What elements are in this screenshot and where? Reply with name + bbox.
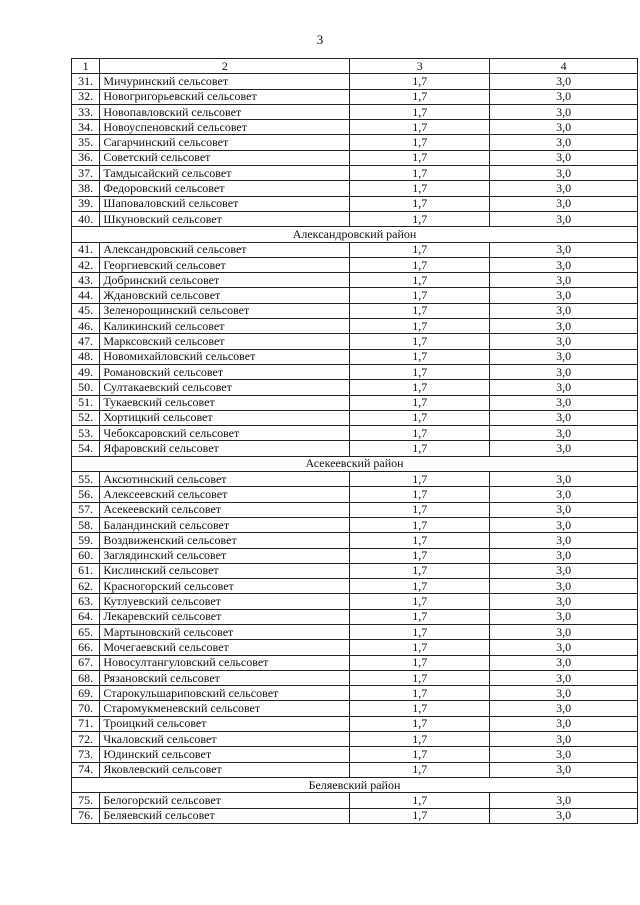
row-value-4: 3,0 (490, 364, 638, 379)
row-number: 46. (72, 319, 100, 334)
row-number: 52. (72, 410, 100, 425)
row-number: 70. (72, 701, 100, 716)
row-name: Сагарчинский сельсовет (100, 135, 350, 150)
table-row (72, 319, 638, 334)
row-value-4: 3,0 (490, 808, 638, 823)
row-number: 31. (72, 74, 100, 89)
row-value-4: 3,0 (490, 135, 638, 150)
row-value-4: 3,0 (490, 196, 638, 211)
row-value-3: 1,7 (350, 701, 490, 716)
row-number: 43. (72, 273, 100, 288)
row-value-4: 3,0 (490, 686, 638, 701)
table-row (72, 257, 638, 272)
row-value-4: 3,0 (490, 502, 638, 517)
table-row (72, 472, 638, 487)
row-value-4: 3,0 (490, 334, 638, 349)
row-value-4: 3,0 (490, 120, 638, 135)
row-name: Лекаревский сельсовет (100, 609, 350, 624)
section-row (72, 227, 638, 242)
row-value-4: 3,0 (490, 426, 638, 441)
row-number: 44. (72, 288, 100, 303)
row-name: Мичуринский сельсовет (100, 74, 350, 89)
row-name: Хортицкий сельсовет (100, 410, 350, 425)
header-cell-3: 3 (350, 59, 490, 74)
row-number: 75. (72, 793, 100, 808)
row-value-3: 1,7 (350, 640, 490, 655)
row-name: Юдинский сельсовет (100, 747, 350, 762)
row-value-4: 3,0 (490, 150, 638, 165)
table-row (72, 732, 638, 747)
table-row (72, 135, 638, 150)
row-value-3: 1,7 (350, 196, 490, 211)
row-value-3: 1,7 (350, 716, 490, 731)
row-name: Троицкий сельсовет (100, 716, 350, 731)
section-row (72, 777, 638, 792)
table-row (72, 594, 638, 609)
table-header-row (72, 59, 638, 74)
row-name: Романовский сельсовет (100, 364, 350, 379)
row-value-3: 1,7 (350, 166, 490, 181)
row-value-4: 3,0 (490, 89, 638, 104)
row-name: Баландинский сельсовет (100, 517, 350, 532)
table-row (72, 120, 638, 135)
table-row (72, 150, 638, 165)
row-number: 69. (72, 686, 100, 701)
row-value-3: 1,7 (350, 426, 490, 441)
row-number: 59. (72, 533, 100, 548)
row-name: Мартыновский сельсовет (100, 624, 350, 639)
row-value-4: 3,0 (490, 242, 638, 257)
row-value-4: 3,0 (490, 472, 638, 487)
row-value-4: 3,0 (490, 762, 638, 777)
table-row (72, 762, 638, 777)
row-number: 45. (72, 303, 100, 318)
row-value-3: 1,7 (350, 74, 490, 89)
row-value-4: 3,0 (490, 104, 638, 119)
row-name: Рязановский сельсовет (100, 670, 350, 685)
row-number: 64. (72, 609, 100, 624)
row-number: 33. (72, 104, 100, 119)
table-row (72, 242, 638, 257)
row-value-3: 1,7 (350, 211, 490, 226)
table-row (72, 487, 638, 502)
row-value-4: 3,0 (490, 793, 638, 808)
row-value-3: 1,7 (350, 686, 490, 701)
row-value-3: 1,7 (350, 380, 490, 395)
row-value-4: 3,0 (490, 533, 638, 548)
row-value-3: 1,7 (350, 517, 490, 532)
row-name: Новогригорьевский сельсовет (100, 89, 350, 104)
row-value-4: 3,0 (490, 441, 638, 456)
table-row (72, 211, 638, 226)
row-name: Новоуспеновский сельсовет (100, 120, 350, 135)
row-value-4: 3,0 (490, 594, 638, 609)
row-number: 36. (72, 150, 100, 165)
header-cell-1: 1 (72, 59, 100, 74)
section-title: Беляевский район (72, 777, 638, 792)
row-value-4: 3,0 (490, 487, 638, 502)
row-value-4: 3,0 (490, 181, 638, 196)
row-value-3: 1,7 (350, 441, 490, 456)
row-value-4: 3,0 (490, 563, 638, 578)
table-row (72, 793, 638, 808)
row-name: Новосултангуловский сельсовет (100, 655, 350, 670)
row-name: Ждановский сельсовет (100, 288, 350, 303)
row-value-3: 1,7 (350, 594, 490, 609)
row-name: Каликинский сельсовет (100, 319, 350, 334)
row-value-4: 3,0 (490, 380, 638, 395)
row-name: Асекеевский сельсовет (100, 502, 350, 517)
table-row (72, 380, 638, 395)
row-value-4: 3,0 (490, 349, 638, 364)
row-value-4: 3,0 (490, 624, 638, 639)
row-value-4: 3,0 (490, 579, 638, 594)
row-number: 32. (72, 89, 100, 104)
row-number: 51. (72, 395, 100, 410)
row-number: 76. (72, 808, 100, 823)
row-value-3: 1,7 (350, 472, 490, 487)
row-name: Чкаловский сельсовет (100, 732, 350, 747)
row-number: 54. (72, 441, 100, 456)
row-value-4: 3,0 (490, 716, 638, 731)
row-value-4: 3,0 (490, 410, 638, 425)
row-value-4: 3,0 (490, 319, 638, 334)
header-cell-2: 2 (100, 59, 350, 74)
row-name: Новопавловский сельсовет (100, 104, 350, 119)
table-body (72, 59, 638, 824)
row-value-3: 1,7 (350, 319, 490, 334)
row-number: 39. (72, 196, 100, 211)
row-name: Шаповаловский сельсовет (100, 196, 350, 211)
row-value-4: 3,0 (490, 74, 638, 89)
row-value-3: 1,7 (350, 670, 490, 685)
row-value-3: 1,7 (350, 303, 490, 318)
row-value-3: 1,7 (350, 487, 490, 502)
row-number: 66. (72, 640, 100, 655)
table-row (72, 395, 638, 410)
table-row (72, 808, 638, 823)
row-number: 68. (72, 670, 100, 685)
row-value-4: 3,0 (490, 548, 638, 563)
row-value-3: 1,7 (350, 502, 490, 517)
table-row (72, 502, 638, 517)
row-number: 71. (72, 716, 100, 731)
table-row (72, 640, 638, 655)
row-value-4: 3,0 (490, 273, 638, 288)
row-number: 53. (72, 426, 100, 441)
row-value-4: 3,0 (490, 732, 638, 747)
row-value-3: 1,7 (350, 273, 490, 288)
row-number: 58. (72, 517, 100, 532)
row-name: Алексеевский сельсовет (100, 487, 350, 502)
header-cell-4: 4 (490, 59, 638, 74)
row-value-3: 1,7 (350, 242, 490, 257)
row-value-3: 1,7 (350, 410, 490, 425)
table-row (72, 609, 638, 624)
row-number: 42. (72, 257, 100, 272)
row-number: 65. (72, 624, 100, 639)
row-value-3: 1,7 (350, 808, 490, 823)
row-name: Воздвиженский сельсовет (100, 533, 350, 548)
row-value-3: 1,7 (350, 747, 490, 762)
row-number: 37. (72, 166, 100, 181)
row-name: Аксютинский сельсовет (100, 472, 350, 487)
row-value-4: 3,0 (490, 701, 638, 716)
table-row (72, 686, 638, 701)
row-name: Тукаевский сельсовет (100, 395, 350, 410)
row-number: 50. (72, 380, 100, 395)
row-name: Яфаровский сельсовет (100, 441, 350, 456)
table-row (72, 104, 638, 119)
table-row (72, 747, 638, 762)
row-number: 62. (72, 579, 100, 594)
data-table (71, 58, 638, 824)
row-name: Георгиевский сельсовет (100, 257, 350, 272)
row-number: 35. (72, 135, 100, 150)
row-number: 41. (72, 242, 100, 257)
row-value-3: 1,7 (350, 150, 490, 165)
row-value-3: 1,7 (350, 257, 490, 272)
row-name: Зеленорощинский сельсовет (100, 303, 350, 318)
row-value-3: 1,7 (350, 624, 490, 639)
row-value-3: 1,7 (350, 89, 490, 104)
row-number: 55. (72, 472, 100, 487)
table-row (72, 624, 638, 639)
row-number: 56. (72, 487, 100, 502)
row-value-4: 3,0 (490, 303, 638, 318)
row-value-3: 1,7 (350, 793, 490, 808)
row-number: 38. (72, 181, 100, 196)
row-value-4: 3,0 (490, 517, 638, 532)
section-row (72, 456, 638, 471)
table-row (72, 181, 638, 196)
table-row (72, 426, 638, 441)
row-name: Чебоксаровский сельсовет (100, 426, 350, 441)
table-row (72, 517, 638, 532)
row-value-3: 1,7 (350, 135, 490, 150)
table-row (72, 334, 638, 349)
row-value-3: 1,7 (350, 655, 490, 670)
table-row (72, 74, 638, 89)
row-name: Александровский сельсовет (100, 242, 350, 257)
row-value-3: 1,7 (350, 288, 490, 303)
table-row (72, 364, 638, 379)
row-value-4: 3,0 (490, 609, 638, 624)
row-value-4: 3,0 (490, 257, 638, 272)
table-row (72, 701, 638, 716)
row-number: 74. (72, 762, 100, 777)
row-value-3: 1,7 (350, 732, 490, 747)
row-name: Мочегаевский сельсовет (100, 640, 350, 655)
row-value-4: 3,0 (490, 640, 638, 655)
row-number: 61. (72, 563, 100, 578)
row-value-3: 1,7 (350, 120, 490, 135)
table-row (72, 563, 638, 578)
row-value-4: 3,0 (490, 166, 638, 181)
row-value-4: 3,0 (490, 288, 638, 303)
row-value-3: 1,7 (350, 563, 490, 578)
row-number: 60. (72, 548, 100, 563)
row-name: Советский сельсовет (100, 150, 350, 165)
row-name: Новомихайловский сельсовет (100, 349, 350, 364)
table-row (72, 716, 638, 731)
row-value-3: 1,7 (350, 364, 490, 379)
row-name: Султакаевский сельсовет (100, 380, 350, 395)
row-value-4: 3,0 (490, 211, 638, 226)
table-row (72, 441, 638, 456)
page-number: 3 (316, 32, 324, 47)
row-name: Кислинский сельсовет (100, 563, 350, 578)
table-row (72, 303, 638, 318)
row-number: 47. (72, 334, 100, 349)
row-number: 67. (72, 655, 100, 670)
row-value-3: 1,7 (350, 181, 490, 196)
table-row (72, 273, 638, 288)
row-name: Кутлуевский сельсовет (100, 594, 350, 609)
row-value-3: 1,7 (350, 579, 490, 594)
row-number: 63. (72, 594, 100, 609)
table-row (72, 410, 638, 425)
row-name: Заглядинский сельсовет (100, 548, 350, 563)
table-row (72, 166, 638, 181)
row-name: Тамдысайский сельсовет (100, 166, 350, 181)
row-number: 73. (72, 747, 100, 762)
table-row (72, 548, 638, 563)
row-name: Добринский сельсовет (100, 273, 350, 288)
table-row (72, 579, 638, 594)
row-value-3: 1,7 (350, 349, 490, 364)
table-row (72, 89, 638, 104)
row-value-3: 1,7 (350, 104, 490, 119)
section-title: Александровский район (72, 227, 638, 242)
row-number: 40. (72, 211, 100, 226)
row-value-3: 1,7 (350, 334, 490, 349)
row-name: Беляевский сельсовет (100, 808, 350, 823)
row-value-4: 3,0 (490, 395, 638, 410)
row-name: Старокульшариповский сельсовет (100, 686, 350, 701)
row-value-4: 3,0 (490, 747, 638, 762)
row-value-3: 1,7 (350, 533, 490, 548)
row-name: Яковлевский сельсовет (100, 762, 350, 777)
row-name: Красногорский сельсовет (100, 579, 350, 594)
row-value-3: 1,7 (350, 395, 490, 410)
row-name: Федоровский сельсовет (100, 181, 350, 196)
row-value-3: 1,7 (350, 548, 490, 563)
row-value-3: 1,7 (350, 762, 490, 777)
row-name: Старомукменевский сельсовет (100, 701, 350, 716)
table-row (72, 655, 638, 670)
table-row (72, 288, 638, 303)
row-number: 72. (72, 732, 100, 747)
table-row (72, 349, 638, 364)
table-row (72, 670, 638, 685)
row-value-4: 3,0 (490, 655, 638, 670)
row-name: Шкуновский сельсовет (100, 211, 350, 226)
row-number: 48. (72, 349, 100, 364)
row-value-3: 1,7 (350, 609, 490, 624)
table-row (72, 533, 638, 548)
row-number: 57. (72, 502, 100, 517)
row-number: 49. (72, 364, 100, 379)
row-number: 34. (72, 120, 100, 135)
section-title: Асекеевский район (72, 456, 638, 471)
table-row (72, 196, 638, 211)
row-name: Белогорский сельсовет (100, 793, 350, 808)
row-value-4: 3,0 (490, 670, 638, 685)
row-name: Марксовский сельсовет (100, 334, 350, 349)
